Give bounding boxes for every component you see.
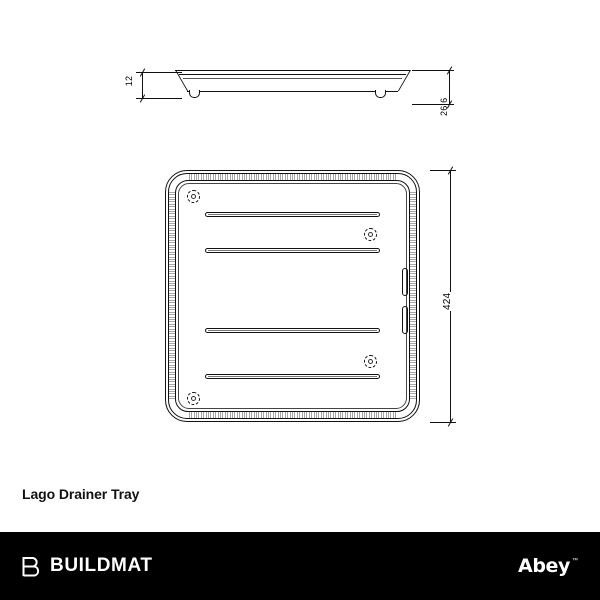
abey-brand-label: Abey [518, 555, 570, 577]
tray-base-line [187, 91, 398, 92]
mount-pad [364, 228, 377, 241]
abey-brand [518, 555, 578, 577]
dimension-length-label: 424 [442, 292, 453, 310]
mount-pad [187, 392, 200, 405]
footer-bar [0, 532, 600, 600]
drainage-rib [205, 328, 380, 333]
tray-rim-top-line [175, 70, 410, 71]
tray-foot-left [189, 90, 200, 98]
mount-pad [187, 190, 200, 203]
buildmat-logo-icon [22, 556, 41, 577]
drainage-rib [205, 374, 380, 379]
side-grip-slot-lower [402, 306, 408, 334]
tray-surface-line [183, 78, 402, 79]
extension-line-bottom [430, 422, 456, 423]
extension-line-top [430, 170, 456, 171]
knurled-edge-right [410, 192, 417, 400]
dimension-height-label: 26.6 [439, 97, 449, 116]
knurled-edge-bottom [189, 412, 396, 419]
product-caption: Lago Drainer Tray [22, 486, 140, 502]
side-elevation-view [175, 70, 410, 102]
dimension-line [142, 72, 143, 98]
drainage-rib [205, 212, 380, 217]
dimension-depth-label: 12 [124, 75, 135, 87]
dimension-length [430, 168, 470, 426]
drainage-rib [205, 248, 380, 253]
mount-pad [364, 355, 377, 368]
buildmat-brand [22, 555, 153, 577]
tray-profile [175, 70, 410, 98]
tray-rim-inner-line [179, 74, 406, 75]
trademark-symbol: ™ [572, 558, 578, 564]
dimension-height [412, 68, 467, 118]
dimension-line [449, 70, 450, 104]
top-plan-view [165, 170, 420, 422]
side-grip-slot-upper [402, 268, 408, 296]
dimension-depth [124, 72, 178, 104]
tray-foot-right [375, 90, 386, 98]
knurled-edge-top [189, 173, 396, 180]
buildmat-brand-label: BUILDMAT [50, 555, 153, 576]
knurled-edge-left [168, 192, 175, 400]
